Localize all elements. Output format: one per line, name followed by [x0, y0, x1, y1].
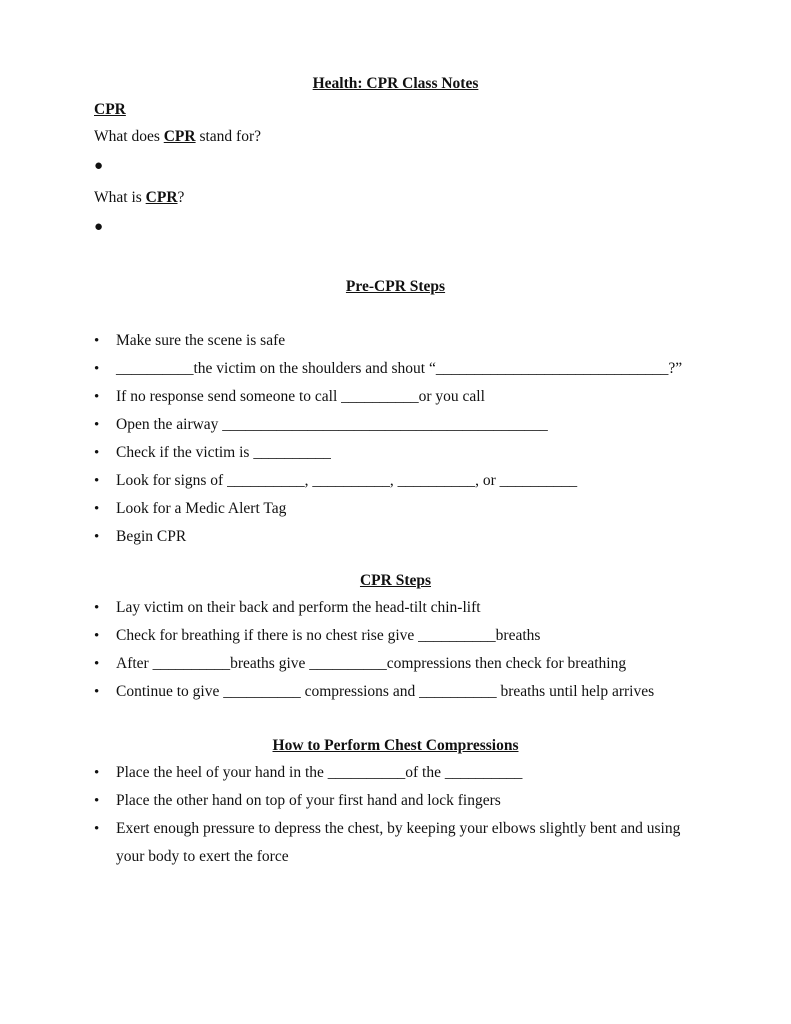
- bullet-icon: ●: [94, 219, 104, 235]
- bullet-icon: •: [94, 473, 100, 489]
- bullet-icon: •: [94, 361, 100, 377]
- pre-cpr-heading: Pre-CPR Steps: [345, 278, 446, 295]
- bullet-icon: •: [94, 684, 100, 700]
- question-suffix: stand for?: [195, 128, 262, 145]
- page-title: Health: CPR Class Notes: [312, 75, 479, 92]
- bullet-icon: •: [94, 389, 100, 405]
- question-cpr-stand-for: [94, 128, 261, 146]
- question-prefix: What is: [94, 189, 146, 206]
- bullet-icon: •: [94, 333, 100, 349]
- bullet-icon: •: [94, 445, 100, 461]
- bullet-icon: •: [94, 628, 100, 644]
- bullet-icon: •: [94, 765, 100, 781]
- question-prefix: What does: [94, 128, 164, 145]
- bullet-icon: •: [94, 600, 100, 616]
- bullet-icon: •: [94, 821, 100, 837]
- question-suffix: ?: [177, 189, 185, 206]
- question-what-is-cpr: [94, 189, 184, 207]
- bullet-icon: •: [94, 417, 100, 433]
- question-bold-term: CPR: [145, 189, 178, 206]
- bullet-icon: •: [94, 656, 100, 672]
- bullet-icon: •: [94, 793, 100, 809]
- chest-compressions-heading: How to Perform Chest Compressions: [272, 737, 519, 754]
- question-bold-term: CPR: [163, 128, 196, 145]
- cpr-heading: CPR: [94, 101, 126, 118]
- document-page: Health: CPR Class Notes CPR What does CPR stand for? ● What is CPR? ● Pre-CPR Steps • Make sure the scene is safe • __________the victim on the shoulders and shout “______________________________?” • If no response send someone to call __________or you call • Open the airway __________________________________________ • Check if the victim is __________ • Look for signs of __________, __________, __________, or __________ • Look for a Medic Alert Tag • Begin CPR CPR Steps • Lay victim on their back and perform the head-tilt chin-lift • Check for breathing if there is no chest rise give __________breaths • After __________breaths give __________compressions then check for breathing • Continue to give __________ compressions and __________ breaths until help arrives How to Perform Chest Compressions • Place the heel of your hand in the __________of the __________ • Place the other hand on top of your first hand and lock fingers • Exert enough pressure to depress the chest, by keeping your elbows slightly bent and using your body to exert the force: [0, 0, 791, 1024]
- bullet-icon: •: [94, 529, 100, 545]
- bullet-icon: •: [94, 501, 100, 517]
- bullet-icon: ●: [94, 158, 104, 174]
- cpr-steps-heading: CPR Steps: [359, 572, 432, 589]
